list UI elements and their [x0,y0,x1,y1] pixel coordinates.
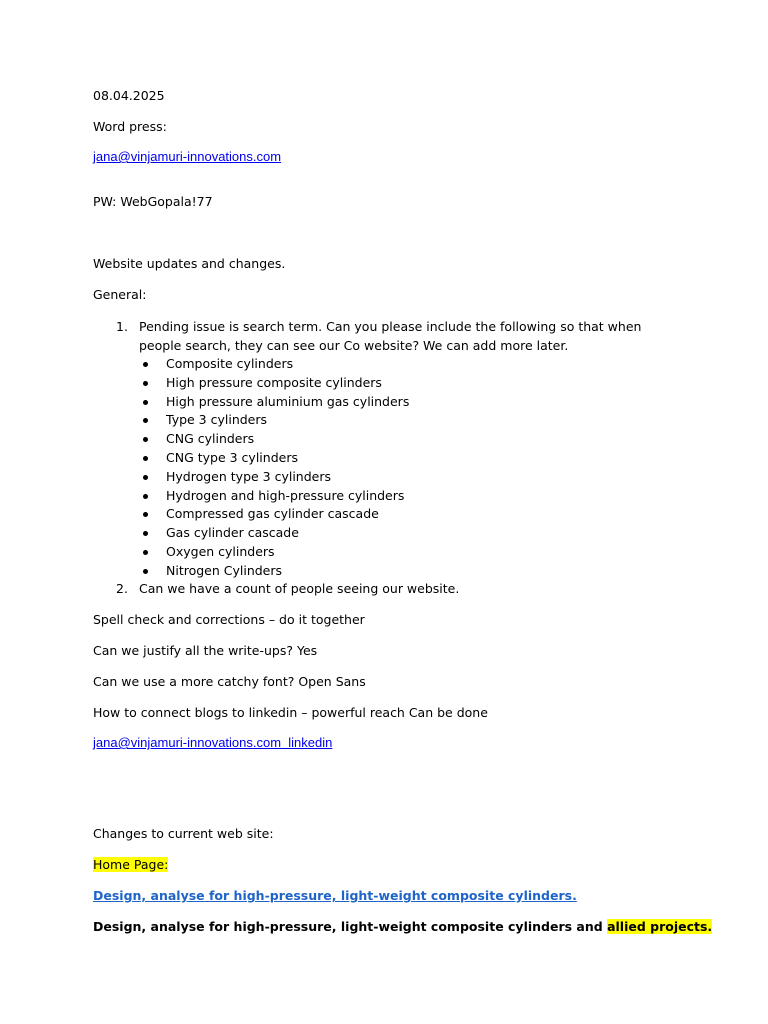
list-item [139,393,409,412]
search-term: High pressure composite cylinders [166,374,382,390]
document-date: 08.04.2025 [93,88,165,103]
search-term: Composite cylinders [166,356,294,371]
search-term: Type 3 cylinders [166,412,268,428]
bullet-icon [143,569,148,574]
email-link[interactable]: jana@vinjamuri-innovations.com [93,149,282,164]
bullet-icon [143,512,148,517]
search-term: Oxygen cylinders [166,543,275,559]
list-item [139,355,409,374]
bullet-icon [143,550,148,555]
bullet-icon [143,531,148,536]
list-item [139,524,409,543]
bullet-icon [143,456,148,461]
bullet-icon [143,381,148,386]
tagline-new-highlight: allied projects. [607,919,713,934]
font-note: Can we use a more catchy font? Open Sans [93,674,366,689]
bullet-icon [143,418,148,423]
bullet-icon [143,400,148,405]
bullet-icon [143,494,148,499]
bullet-icon [143,437,148,442]
list-item [139,411,409,430]
linkedin-link[interactable]: jana@vinjamuri-innovations.com linkedin [93,735,333,750]
tagline-new-prefix: Design, analyse for high-pressure, light-weight composite cylinders and [93,919,608,934]
tagline-new [93,919,712,935]
search-term: Gas cylinder cascade [166,525,299,541]
list-number-1: 1. [116,319,128,334]
blogs-note: How to connect blogs to linkedin – powerful reach Can be done [93,705,488,720]
bullet-icon [143,362,148,367]
search-term: Nitrogen Cylinders [166,562,283,578]
list-item [139,374,409,393]
search-term: High pressure aluminium gas cylinders [166,393,410,409]
home-page-label [93,857,168,873]
changes-heading: Changes to current web site: [93,826,274,841]
updates-heading: Website updates and changes. [93,256,286,271]
home-page-highlight: Home Page: [93,857,169,872]
list-item [139,487,409,506]
list-item [139,430,409,449]
wordpress-label: Word press: [93,119,167,134]
list-item-1-text: Pending issue is search term. Can you please include the following so that when people search, they can see our Co website? We can add more later. [139,319,642,353]
search-terms-list [139,355,409,581]
search-term: Hydrogen and high-pressure cylinders [166,487,405,503]
justify-note: Can we justify all the write-ups? Yes [93,643,318,658]
list-item [139,505,409,524]
spell-check-note: Spell check and corrections – do it together [93,612,365,627]
search-term: CNG type 3 cylinders [166,449,298,465]
general-heading: General: [93,287,147,302]
list-item-2-text: Can we have a count of people seeing our website. [139,581,460,596]
tagline-link[interactable]: Design, analyse for high-pressure, light-weight composite cylinders. [93,888,577,903]
search-term: Hydrogen type 3 cylinders [166,468,332,484]
list-item [139,543,409,562]
list-item [139,449,409,468]
search-term: Compressed gas cylinder cascade [166,506,379,522]
list-item [139,468,409,487]
search-term: CNG cylinders [166,431,255,447]
bullet-icon [143,475,148,480]
list-number-2: 2. [116,581,128,596]
list-item [139,562,409,581]
password-line: PW: WebGopala!77 [93,194,213,209]
